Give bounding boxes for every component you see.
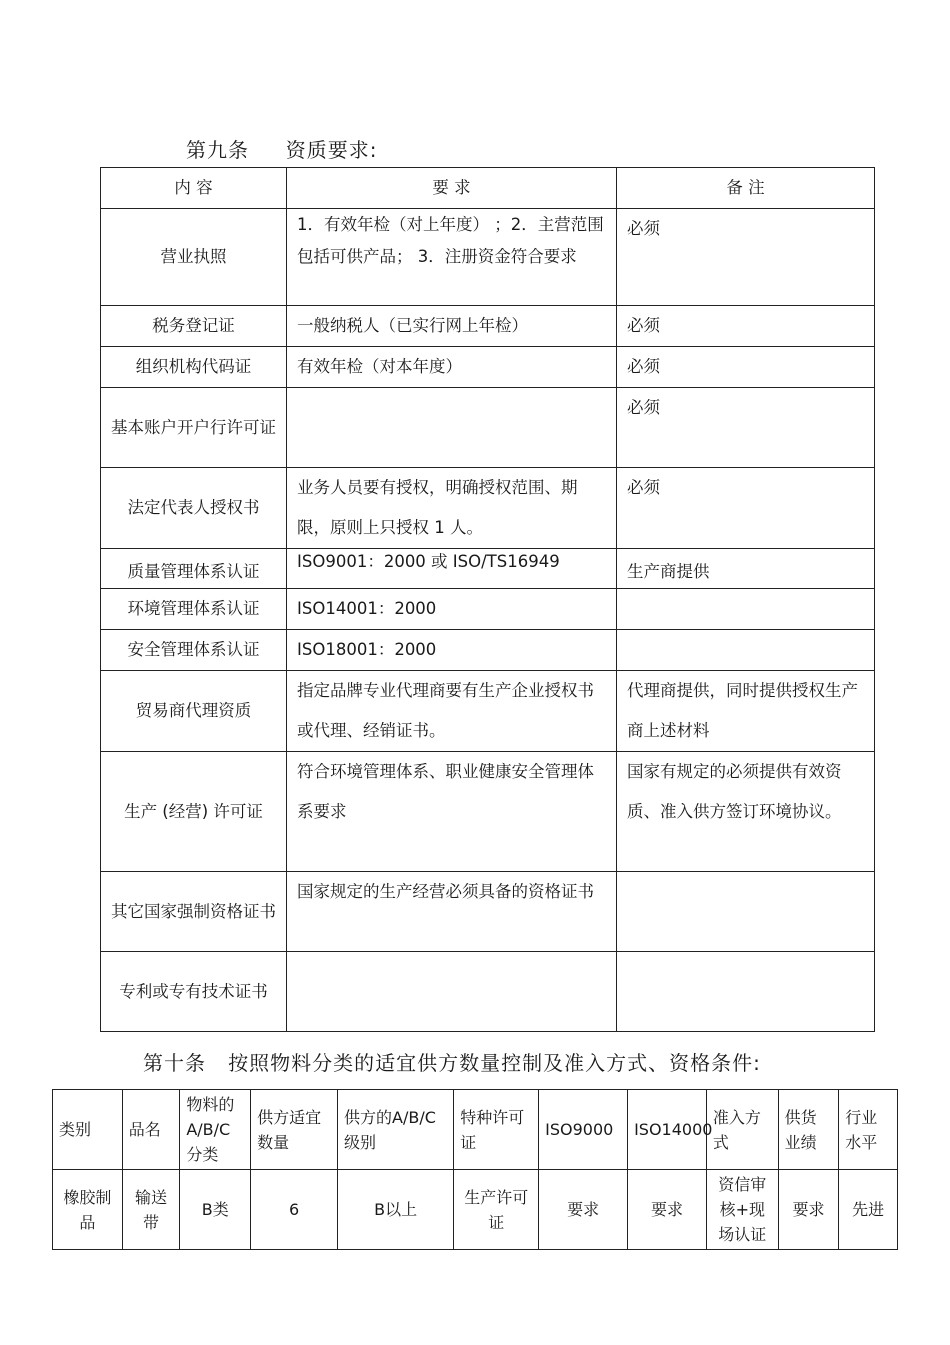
row-note — [617, 589, 875, 630]
qualification-table — [100, 167, 875, 1032]
table-row — [101, 549, 875, 589]
row-note — [617, 630, 875, 671]
table-row — [53, 1170, 898, 1250]
row-note: 必须 — [617, 347, 875, 388]
header-iso14000: ISO14000 — [628, 1090, 707, 1170]
header-special-license: 特种许可证 — [454, 1090, 539, 1170]
table-header-row — [53, 1090, 898, 1170]
table-row — [101, 952, 875, 1032]
row-requirement — [287, 388, 617, 468]
table-row — [101, 630, 875, 671]
header-industry-level: 行业水平 — [839, 1090, 898, 1170]
header-access-method: 准入方式 — [706, 1090, 778, 1170]
row-note: 必须 — [617, 468, 875, 549]
row-note: 生产商提供 — [617, 549, 875, 589]
cell-access-method: 资信审核+现场认证 — [706, 1170, 778, 1250]
cell-supply-performance: 要求 — [778, 1170, 839, 1250]
cell-supplier-level: B以上 — [338, 1170, 454, 1250]
row-requirement: 一般纳税人（已实行网上年检） — [287, 306, 617, 347]
cell-abc-class: B类 — [180, 1170, 251, 1250]
row-requirement: 业务人员要有授权，明确授权范围、期限，原则上只授权 1 人。 — [287, 468, 617, 549]
row-note: 必须 — [617, 306, 875, 347]
article-9-heading: 第九条 资质要求: — [186, 138, 378, 162]
row-note — [617, 872, 875, 952]
row-item: 贸易商代理资质 — [101, 671, 287, 752]
cell-product-name: 输送带 — [122, 1170, 180, 1250]
header-supply-performance: 供货业绩 — [778, 1090, 839, 1170]
row-requirement — [287, 952, 617, 1032]
table-row — [101, 752, 875, 872]
header-category: 类别 — [53, 1090, 123, 1170]
header-iso9000: ISO9000 — [539, 1090, 628, 1170]
header-note: 备 注 — [617, 168, 875, 209]
header-supplier-level: 供方的A/B/C 级别 — [338, 1090, 454, 1170]
row-note: 代理商提供，同时提供授权生产商上述材料 — [617, 671, 875, 752]
cell-category: 橡胶制品 — [53, 1170, 123, 1250]
cell-supplier-quantity: 6 — [251, 1170, 338, 1250]
row-requirement: 有效年检（对本年度） — [287, 347, 617, 388]
row-requirement: 指定品牌专业代理商要有生产企业授权书或代理、经销证书。 — [287, 671, 617, 752]
row-requirement: 1．有效年检（对上年度） ；2．主营范围包括可供产品； 3．注册资金符合要求 — [287, 209, 617, 306]
cell-iso14000: 要求 — [628, 1170, 707, 1250]
row-requirement: 符合环境管理体系、职业健康安全管理体系要求 — [287, 752, 617, 872]
table-row — [101, 589, 875, 630]
row-note: 必须 — [617, 388, 875, 468]
row-item: 营业执照 — [101, 209, 287, 306]
article-10-heading: 第十条 按照物料分类的适宜供方数量控制及准入方式、资格条件: — [143, 1051, 761, 1075]
table-row — [101, 388, 875, 468]
table-row — [101, 347, 875, 388]
supplier-control-table — [52, 1089, 898, 1250]
row-note: 国家有规定的必须提供有效资质、准入供方签订环境协议。 — [617, 752, 875, 872]
row-item: 环境管理体系认证 — [101, 589, 287, 630]
row-item: 法定代表人授权书 — [101, 468, 287, 549]
header-requirement: 要 求 — [287, 168, 617, 209]
header-abc-class: 物料的A/B/C分类 — [180, 1090, 251, 1170]
row-requirement: ISO18001：2000 — [287, 630, 617, 671]
row-item: 生产 (经营) 许可证 — [101, 752, 287, 872]
row-note — [617, 952, 875, 1032]
row-requirement: 国家规定的生产经营必须具备的资格证书 — [287, 872, 617, 952]
row-item: 专利或专有技术证书 — [101, 952, 287, 1032]
row-requirement: ISO14001：2000 — [287, 589, 617, 630]
row-item: 其它国家强制资格证书 — [101, 872, 287, 952]
table-row — [101, 209, 875, 306]
row-item: 组织机构代码证 — [101, 347, 287, 388]
header-supplier-quantity: 供方适宜数量 — [251, 1090, 338, 1170]
row-requirement: ISO9001：2000 或 ISO/TS16949 — [287, 549, 617, 589]
table-header-row — [101, 168, 875, 209]
row-item: 税务登记证 — [101, 306, 287, 347]
table-row — [101, 306, 875, 347]
header-product-name: 品名 — [122, 1090, 180, 1170]
cell-special-license: 生产许可证 — [454, 1170, 539, 1250]
row-item: 安全管理体系认证 — [101, 630, 287, 671]
table-row — [101, 872, 875, 952]
cell-industry-level: 先进 — [839, 1170, 898, 1250]
header-content: 内 容 — [101, 168, 287, 209]
table-row — [101, 671, 875, 752]
cell-iso9000: 要求 — [539, 1170, 628, 1250]
row-note: 必须 — [617, 209, 875, 306]
row-item: 基本账户开户行许可证 — [101, 388, 287, 468]
table-row — [101, 468, 875, 549]
row-item: 质量管理体系认证 — [101, 549, 287, 589]
